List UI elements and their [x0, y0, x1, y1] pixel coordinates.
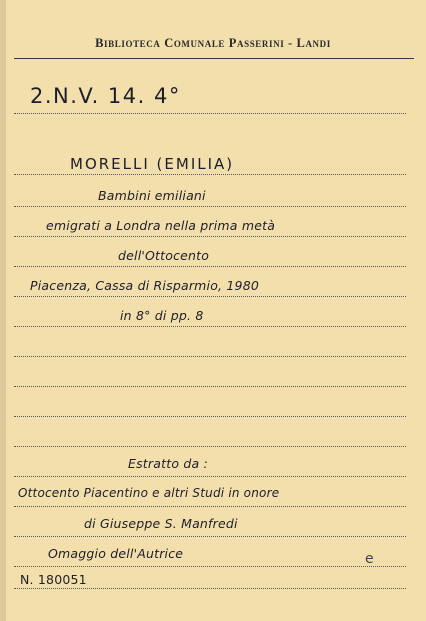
ruled-line	[14, 476, 406, 477]
source-line: di Giuseppe S. Manfredi	[84, 516, 238, 531]
shelfmark: 2.N.V. 14. 4°	[30, 84, 181, 108]
format: in 8° di pp. 8	[120, 308, 204, 323]
ruled-line	[14, 266, 406, 267]
ruled-line	[14, 506, 406, 507]
ruled-line	[14, 386, 406, 387]
ruled-line	[14, 296, 406, 297]
title-line: emigrati a Londra nella prima metà	[46, 218, 276, 233]
ruled-line	[14, 236, 406, 237]
ruled-line	[14, 174, 406, 175]
title-line: Bambini emiliani	[98, 188, 206, 203]
header-rule	[14, 58, 414, 59]
ruled-line	[14, 206, 406, 207]
imprint: Piacenza, Cassa di Risparmio, 1980	[30, 278, 260, 293]
donation-note: Omaggio dell'Autrice	[48, 546, 184, 561]
ruled-line	[14, 536, 406, 537]
author-heading: MORELLI (EMILIA)	[70, 155, 235, 173]
ruled-line	[14, 113, 406, 114]
ruled-line	[14, 566, 406, 567]
library-header: Biblioteca Comunale Passerini - Landi	[95, 36, 331, 50]
ruled-line	[14, 356, 406, 357]
ruled-line	[14, 416, 406, 417]
source-line: Ottocento Piacentino e altri Studi in onore	[18, 486, 280, 500]
card-edge-shadow	[0, 0, 6, 621]
ruled-line	[14, 446, 406, 447]
title-line: dell'Ottocento	[118, 248, 210, 263]
inventory-number: N. 180051	[20, 572, 87, 587]
ruled-line	[14, 326, 406, 327]
corner-mark: e	[365, 551, 374, 567]
ruled-line	[14, 588, 406, 589]
extract-label: Estratto da :	[128, 456, 208, 471]
